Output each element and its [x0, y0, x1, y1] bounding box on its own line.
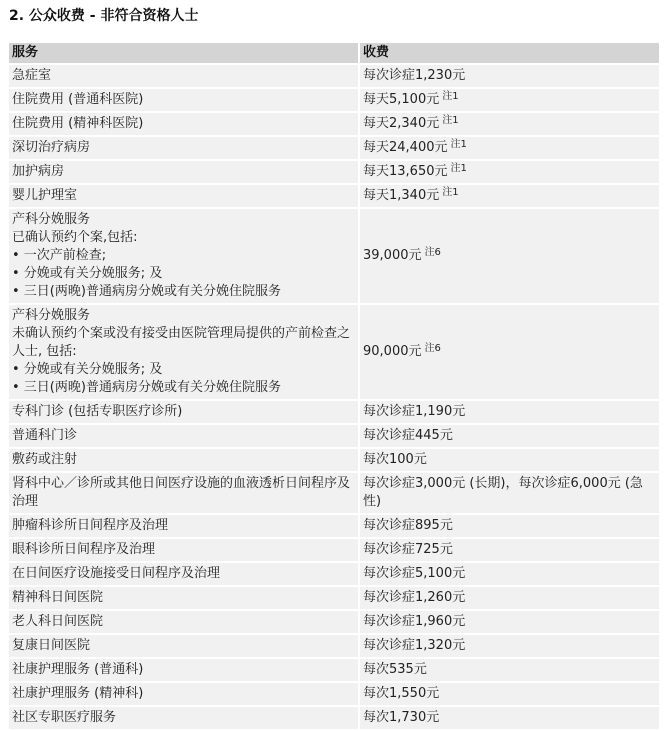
service-text: • 一次产前检查; — [12, 248, 107, 263]
table-row — [9, 634, 659, 658]
fee-cell — [359, 304, 659, 400]
fee-text: 每次535元 — [363, 662, 427, 677]
table-body — [9, 64, 659, 730]
service-text: • 三日(两晚)普通病房分娩或有关分娩住院服务 — [12, 380, 281, 395]
fee-cell — [359, 586, 659, 610]
fee-text: 每次诊症5,100元 — [363, 566, 466, 581]
note-ref: 注1 — [450, 139, 467, 150]
service-text: • 分娩或有关分娩服务; 及 — [12, 266, 163, 281]
service-cell — [9, 112, 359, 136]
fee-text: 每次诊症1,230元 — [363, 68, 466, 83]
service-text: 专科门诊 (包括专职医疗诊所) — [12, 404, 183, 419]
service-cell — [9, 538, 359, 562]
fee-text: 每次诊症445元 — [363, 428, 453, 443]
service-cell — [9, 706, 359, 730]
service-text: 已确认预约个案,包括: — [12, 230, 138, 245]
fee-cell — [359, 64, 659, 88]
table-row — [9, 562, 659, 586]
table-row — [9, 184, 659, 208]
service-cell — [9, 208, 359, 304]
fee-text: 每天5,100元 — [363, 92, 440, 107]
fee-table — [9, 43, 659, 731]
note-ref: 注1 — [442, 187, 459, 198]
fee-cell — [359, 88, 659, 112]
section-title: 2. 公众收费 - 非符合资格人士 — [9, 8, 199, 24]
service-text: 普通科门诊 — [12, 428, 78, 443]
service-cell — [9, 634, 359, 658]
fee-cell — [359, 184, 659, 208]
fee-cell — [359, 136, 659, 160]
service-cell — [9, 88, 359, 112]
fee-text: 每次诊症1,190元 — [363, 404, 466, 419]
fee-text: 每天13,650元 — [363, 164, 448, 179]
service-text: 肿瘤科诊所日间程序及治理 — [12, 518, 169, 533]
table-row — [9, 136, 659, 160]
fee-cell — [359, 424, 659, 448]
service-text: 婴儿护理室 — [12, 188, 78, 203]
service-text: 在日间医疗设施接受日间程序及治理 — [12, 566, 221, 581]
header-fee: 收费 — [359, 43, 659, 64]
service-cell — [9, 400, 359, 424]
table-row — [9, 682, 659, 706]
fee-cell — [359, 682, 659, 706]
table-header-row — [9, 43, 659, 64]
table-row — [9, 304, 659, 400]
service-text: 复康日间医院 — [12, 638, 91, 653]
table-row — [9, 538, 659, 562]
service-cell — [9, 184, 359, 208]
service-text: 社康护理服务 (普通科) — [12, 662, 144, 677]
service-cell — [9, 160, 359, 184]
service-text: 深切治疗病房 — [12, 140, 91, 155]
header-service: 服务 — [9, 43, 359, 64]
service-cell — [9, 304, 359, 400]
fee-cell — [359, 538, 659, 562]
service-cell — [9, 610, 359, 634]
table-row — [9, 208, 659, 304]
service-cell — [9, 682, 359, 706]
fee-text: 每次诊症725元 — [363, 542, 453, 557]
table-row — [9, 160, 659, 184]
service-cell — [9, 448, 359, 472]
service-text: 老人科日间医院 — [12, 614, 104, 629]
service-text: 社康护理服务 (精神科) — [12, 686, 144, 701]
table-row — [9, 400, 659, 424]
table-row — [9, 586, 659, 610]
fee-cell — [359, 706, 659, 730]
table-row — [9, 514, 659, 538]
service-text: 眼科诊所日间程序及治理 — [12, 542, 156, 557]
fee-text: 每次诊症1,320元 — [363, 638, 466, 653]
table-row — [9, 424, 659, 448]
fee-text: 39,000元 — [363, 248, 422, 263]
fee-text: 每天2,340元 — [363, 116, 440, 131]
note-ref: 注6 — [424, 247, 441, 258]
note-ref: 注1 — [442, 115, 459, 126]
fee-text: 每天24,400元 — [363, 140, 448, 155]
service-cell — [9, 64, 359, 88]
service-cell — [9, 658, 359, 682]
table-row — [9, 706, 659, 730]
table-row — [9, 64, 659, 88]
service-text: 产科分娩服务 — [12, 212, 91, 227]
table-row — [9, 658, 659, 682]
service-text: 精神科日间医院 — [12, 590, 104, 605]
note-ref: 注6 — [424, 343, 441, 354]
fee-cell — [359, 160, 659, 184]
fee-text: 每次1,730元 — [363, 710, 440, 725]
service-text: 肾科中心／诊所或其他日间医疗设施的血液透析日间程序及治理 — [12, 476, 351, 509]
service-text: 产科分娩服务 — [12, 308, 91, 323]
service-text: 急症室 — [12, 68, 52, 83]
fee-cell — [359, 634, 659, 658]
fee-cell — [359, 610, 659, 634]
service-cell — [9, 136, 359, 160]
service-text: 加护病房 — [12, 164, 65, 179]
fee-text: 每次诊症3,000元 (长期)，每次诊症6,000元 (急性) — [363, 476, 643, 509]
table-row — [9, 472, 659, 514]
fee-cell — [359, 208, 659, 304]
fee-cell — [359, 514, 659, 538]
fee-text: 每天1,340元 — [363, 188, 440, 203]
fee-text: 每次诊症1,260元 — [363, 590, 466, 605]
fee-text: 每次诊症1,960元 — [363, 614, 466, 629]
note-ref: 注1 — [442, 91, 459, 102]
fee-cell — [359, 472, 659, 514]
fee-text: 每次100元 — [363, 452, 427, 467]
service-cell — [9, 514, 359, 538]
fee-cell — [359, 562, 659, 586]
fee-cell — [359, 658, 659, 682]
service-cell — [9, 472, 359, 514]
note-ref: 注1 — [450, 163, 467, 174]
fee-text: 每次诊症895元 — [363, 518, 453, 533]
table-row — [9, 112, 659, 136]
fee-cell — [359, 400, 659, 424]
fee-text: 90,000元 — [363, 344, 422, 359]
service-text: 社区专职医疗服务 — [12, 710, 117, 725]
service-text: 住院费用 (普通科医院) — [12, 92, 144, 107]
fee-text: 每次1,550元 — [363, 686, 440, 701]
service-text: • 分娩或有关分娩服务; 及 — [12, 362, 163, 377]
table-row — [9, 88, 659, 112]
service-cell — [9, 562, 359, 586]
service-text: 住院费用 (精神科医院) — [12, 116, 144, 131]
service-cell — [9, 424, 359, 448]
fee-cell — [359, 448, 659, 472]
table-row — [9, 448, 659, 472]
service-text: 敷药或注射 — [12, 452, 78, 467]
fee-cell — [359, 112, 659, 136]
service-text: 未确认预约个案或没有接受由医院管理局提供的产前检查之人士, 包括: — [12, 326, 351, 359]
service-text: • 三日(两晚)普通病房分娩或有关分娩住院服务 — [12, 284, 281, 299]
table-row — [9, 610, 659, 634]
service-cell — [9, 586, 359, 610]
